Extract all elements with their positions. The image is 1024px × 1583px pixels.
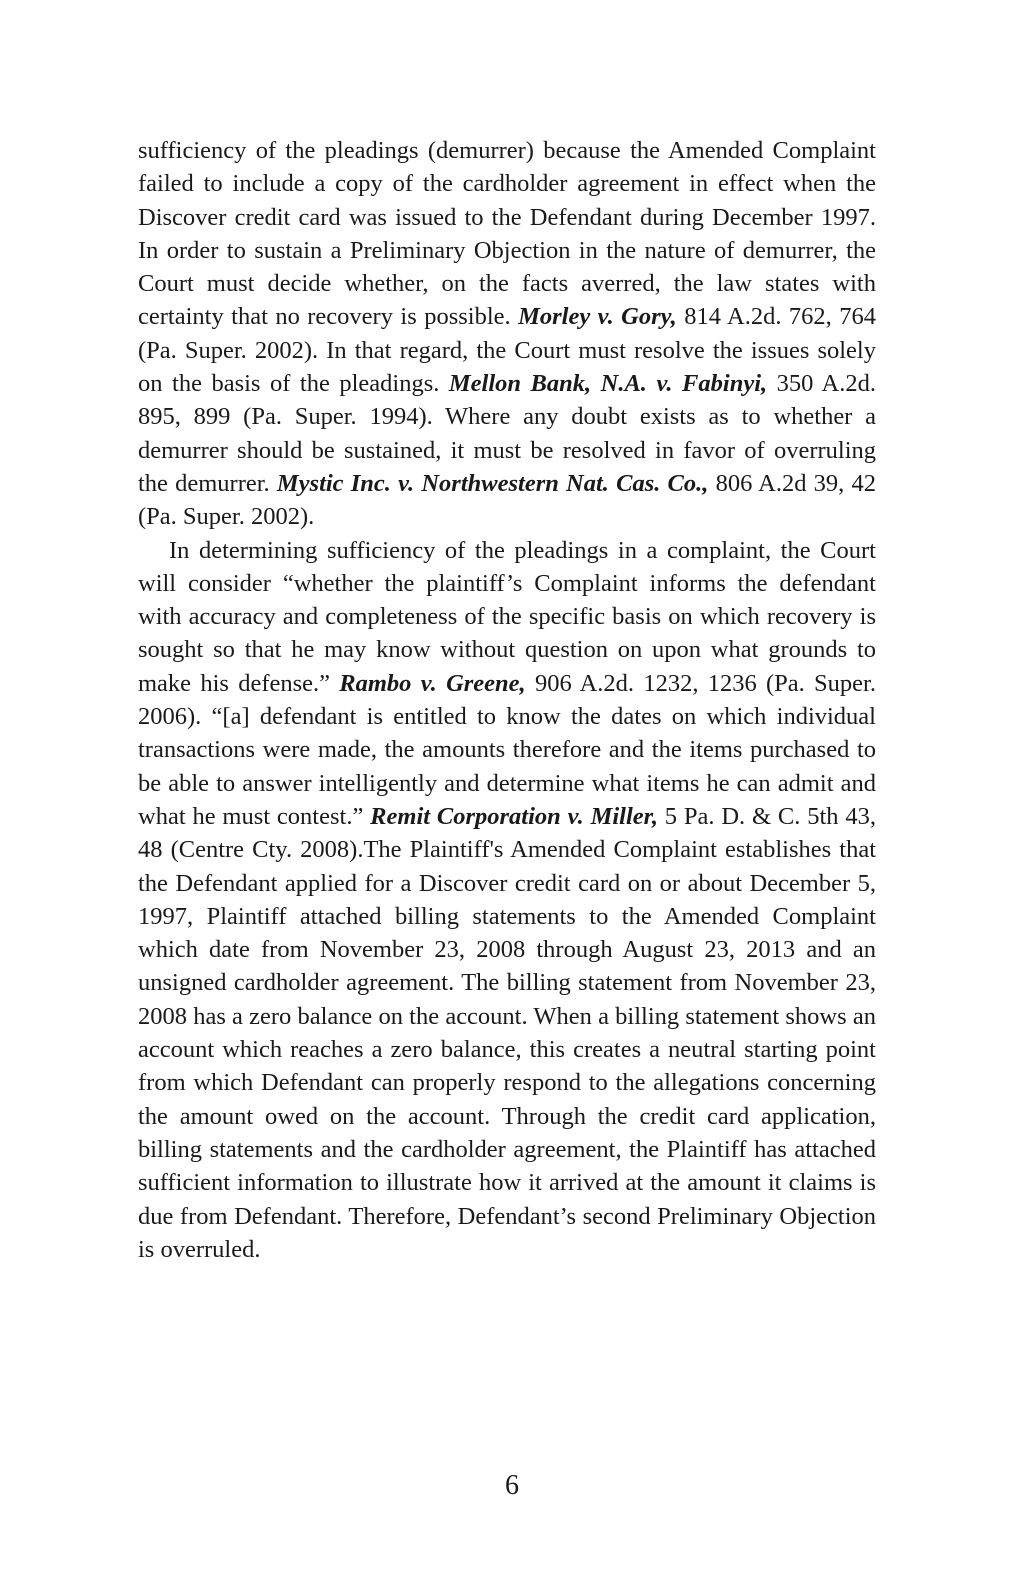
- paragraph-2-text-2: 906 A.2d. 1232, 1236 (Pa. Super. 2006). “[a] defendant is entitled to know the dates on which individual transactions were made, the amounts therefore and the items purchased to be able to answer intelligently and determine what items he can admit and what he must contest.”: [138, 669, 876, 830]
- paragraph-2: [138, 534, 876, 1267]
- case-citation-remit: Remit Corporation v. Miller,: [370, 802, 658, 830]
- paragraph-1-text-2: 814 A.2d. 762, 764 (Pa. Super. 2002). In that regard, the Court must resolve the issues solely on the basis of the pleadings.: [138, 303, 876, 398]
- case-citation-mystic: Mystic Inc. v. Northwestern Nat. Cas. Co.,: [276, 469, 709, 497]
- paragraph-1: [138, 134, 876, 534]
- case-citation-rambo: Rambo v. Greene,: [339, 669, 526, 697]
- page-number: 6: [505, 1470, 519, 1501]
- case-citation-morley: Morley v. Gory,: [518, 303, 677, 331]
- paragraph-2-text-1: In determining sufficiency of the pleadings in a complaint, the Court will consider “whether the plaintiff’s Complaint informs the defendant with accuracy and completeness of the specific basis on which recovery is sought so that he may know without question on upon what grounds to make his defense.”: [138, 536, 876, 697]
- paragraph-1-text-1: sufficiency of the pleadings (demurrer) because the Amended Complaint failed to include a copy of the cardholder agreement in effect when the Discover credit card was issued to the Defendant during December 1997. In order to sustain a Preliminary Objection in the nature of demurrer, the Court must decide whether, on the facts averred, the law states with certainty that no recovery is possible.: [138, 137, 876, 331]
- paragraph-2-text-3: 5 Pa. D. & C. 5th 43, 48 (Centre Cty. 2008).The Plaintiff's Amended Complaint establishes that the Defendant applied for a Discover credit card on or about December 5, 1997, Plaintiff attached billing statements to the Amended Complaint which date from November 23, 2008 through August 23, 2013 and an unsigned cardholder agreement. The billing statement from November 23, 2008 has a zero balance on the account. When a billing statement shows an account which reaches a zero balance, this creates a neutral starting point from which Defendant can properly respond to the allegations concerning the amount owed on the account. Through the credit card application, billing statements and the cardholder agreement, the Plaintiff has attached sufficient information to illustrate how it arrived at the amount it claims is due from Defendant. Therefore, Defendant’s second Preliminary Objection is overruled.: [138, 802, 877, 1263]
- body-text: [138, 134, 876, 1266]
- paragraph-1-text-3: 350 A.2d. 895, 899 (Pa. Super. 1994). Where any doubt exists as to whether a demurrer should be sustained, it must be resolved in favor of overruling the demurrer.: [138, 370, 876, 497]
- case-citation-mellon: Mellon Bank, N.A. v. Fabinyi,: [448, 370, 768, 398]
- paragraph-1-text-4: 806 A.2d 39, 42 (Pa. Super. 2002).: [138, 469, 876, 531]
